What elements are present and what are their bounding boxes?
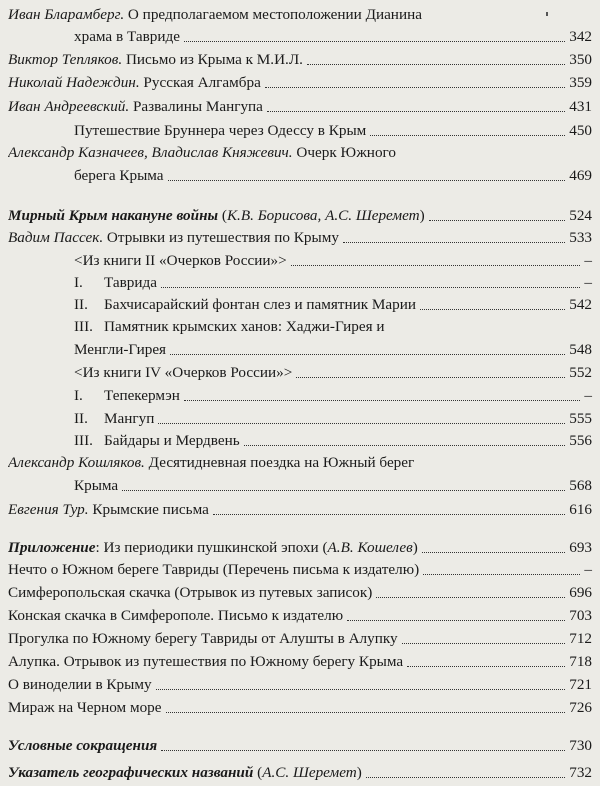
leader-dots [213, 513, 565, 515]
leader-dots [156, 688, 566, 690]
entry-title: Десятидневная поездка на Южный берег [144, 454, 415, 471]
entry-page: 696 [569, 584, 592, 601]
leader-dots [184, 40, 565, 42]
entry-title: Отрывки из путешествия по Крыму [103, 229, 339, 246]
toc-section-entry [8, 733, 592, 755]
leader-dots [429, 219, 566, 221]
entry-page: 542 [569, 296, 592, 313]
entry-number: II. [74, 410, 88, 427]
leader-dots [370, 134, 565, 136]
section-editor: К.В. Борисова, А.С. Шеремет [226, 207, 420, 224]
leader-dots [366, 776, 565, 778]
toc-entry [8, 248, 592, 270]
toc-entry [8, 695, 592, 717]
entry-page: – [584, 561, 592, 578]
entry-number: I. [74, 387, 83, 404]
entry-title: Путешествие Бруннера через Одессу в Крым [74, 122, 367, 139]
entry-title: Симферопольская скачка (Отрывок из путевых записок) [8, 584, 373, 601]
entry-page: 556 [569, 432, 592, 449]
leader-dots [184, 399, 581, 401]
entry-number: III. [74, 432, 93, 449]
entry-author: Иван Бларамберг. [8, 6, 125, 23]
leader-dots [166, 711, 566, 713]
toc-entry [8, 118, 592, 140]
leader-dots [168, 179, 566, 181]
entry-title: храма в Тавриде [74, 28, 180, 45]
entry-number: III. [74, 318, 93, 335]
entry-title: Крыма [74, 477, 119, 494]
section-editor: А.С. Шеремет [262, 764, 357, 781]
entry-title: Конская скачка в Симферополе. Письмо к издателю [8, 607, 344, 624]
toc-entry [8, 314, 592, 336]
entry-title: Тепекермэн [104, 387, 180, 404]
entry-title: Крымские письма [88, 501, 209, 518]
leader-dots [122, 489, 565, 491]
entry-page: 548 [569, 341, 592, 358]
entry-author: Евгения Тур. [8, 501, 89, 518]
toc-entry [8, 473, 592, 495]
toc-entry [8, 406, 592, 428]
toc-entry [8, 649, 592, 671]
entry-title: <Из книги II «Очерков России»> [74, 252, 287, 269]
leader-dots [170, 353, 565, 355]
entry-author: Вадим Пассек. [8, 229, 104, 246]
section-title: Мирный Крым накануне войны [8, 207, 219, 224]
entry-title: Менгли-Гирея [74, 341, 167, 358]
entry-author: Иван Андреевский. [8, 98, 130, 115]
entry-title: Байдары и Мердвень [104, 432, 240, 449]
entry-page: 703 [569, 607, 592, 624]
entry-author: Александр Кошляков. [8, 454, 145, 471]
leader-dots [376, 596, 565, 598]
leader-dots [402, 642, 566, 644]
toc-entry [8, 626, 592, 648]
entry-title: Развалины Мангупа [129, 98, 263, 115]
leader-dots [307, 63, 565, 65]
toc-entry [8, 70, 592, 92]
entry-page: 469 [569, 167, 592, 184]
entry-title: Русская Алгамбра [139, 74, 261, 91]
entry-title: Мираж на Черном море [8, 699, 162, 716]
toc-entry [8, 360, 592, 382]
entry-page: 359 [569, 74, 592, 91]
toc-entry [8, 94, 592, 116]
entry-title: берега Крыма [74, 167, 164, 184]
entry-page: 732 [569, 764, 592, 781]
toc-entry [8, 163, 592, 185]
entry-title: Памятник крымских ханов: Хаджи-Гирея и [104, 318, 385, 335]
entry-number: I. [74, 274, 83, 291]
section-title: Приложение [8, 539, 96, 556]
entry-number: II. [74, 296, 88, 313]
entry-page: 721 [569, 676, 592, 693]
entry-page: 726 [569, 699, 592, 716]
toc-entry [8, 580, 592, 602]
section-title: Условные сокращения [8, 737, 158, 754]
entry-author: Александр Казначеев, Владислав Княжевич. [8, 144, 293, 161]
entry-page: 350 [569, 51, 592, 68]
toc-entry [8, 24, 592, 46]
leader-dots [267, 110, 565, 112]
entry-page: 555 [569, 410, 592, 427]
toc-entry [8, 428, 592, 450]
entry-title: Письмо из Крыма к М.И.Л. [122, 51, 303, 68]
entry-title: Бахчисарайский фонтан слез и памятник Марии [104, 296, 417, 313]
entry-title: <Из книги IV «Очерков России»> [74, 364, 293, 381]
entry-title: О виноделии в Крыму [8, 676, 152, 693]
leader-dots [291, 264, 581, 266]
leader-dots [407, 665, 565, 667]
toc-section-entry: Приложение: Из периодики пушкинской эпохи (А.В. Кошелев) 693 [8, 539, 592, 556]
section-editor: А.В. Кошелев [327, 539, 413, 556]
toc-section-entry: Указатель географических названий (А.С. Шеремет) 732 [8, 764, 592, 781]
toc-entry [8, 450, 592, 472]
entry-page: 342 [569, 28, 592, 45]
entry-author: Виктор Тепляков. [8, 51, 123, 68]
leader-dots [265, 86, 565, 88]
entry-page: – [584, 252, 592, 269]
leader-dots [161, 749, 565, 751]
toc-entry [8, 383, 592, 405]
leader-dots [296, 376, 565, 378]
entry-title: Таврида [104, 274, 158, 291]
toc-entry [8, 140, 592, 162]
toc-entry [8, 497, 592, 519]
toc-entry [8, 2, 592, 24]
entry-title: Нечто о Южном береге Тавриды (Перечень письма к издателю) [8, 561, 420, 578]
entry-title: О предполагаемом местоположении Дианина [124, 6, 422, 23]
entry-page: 524 [569, 207, 592, 224]
leader-dots [420, 308, 565, 310]
entry-title: Очерк Южного [292, 144, 396, 161]
toc-entry [8, 47, 592, 69]
entry-title: Прогулка по Южному берегу Тавриды от Алушты в Алупку [8, 630, 398, 647]
entry-page: 533 [569, 229, 592, 246]
toc-entry [8, 225, 592, 247]
leader-dots [343, 241, 565, 243]
leader-dots [158, 422, 565, 424]
leader-dots [161, 286, 580, 288]
leader-dots [347, 619, 565, 621]
leader-dots [422, 551, 565, 553]
toc-entry [8, 603, 592, 625]
entry-page: 552 [569, 364, 592, 381]
entry-page: 730 [569, 737, 592, 754]
leader-dots [244, 444, 566, 446]
entry-page: – [584, 274, 592, 291]
entry-page: – [584, 387, 592, 404]
toc-entry [8, 672, 592, 694]
entry-page: 450 [569, 122, 592, 139]
toc-entry [8, 337, 592, 359]
toc-entry [8, 292, 592, 314]
section-title: Указатель географических названий [8, 764, 254, 781]
entry-page: 616 [569, 501, 592, 518]
entry-title: Алупка. Отрывок из путешествия по Южному берегу Крыма [8, 653, 404, 670]
toc-entry [8, 557, 592, 579]
toc-section-entry: Мирный Крым накануне войны (К.В. Борисова, А.С. Шеремет) 524 [8, 207, 592, 224]
entry-page: 718 [569, 653, 592, 670]
entry-title: Мангуп [104, 410, 155, 427]
entry-page: 568 [569, 477, 592, 494]
entry-page: 693 [569, 539, 592, 556]
leader-dots [423, 573, 580, 575]
toc-entry [8, 270, 592, 292]
entry-author: Николай Надеждин. [8, 74, 140, 91]
entry-page: 431 [569, 98, 592, 115]
entry-page: 712 [569, 630, 592, 647]
